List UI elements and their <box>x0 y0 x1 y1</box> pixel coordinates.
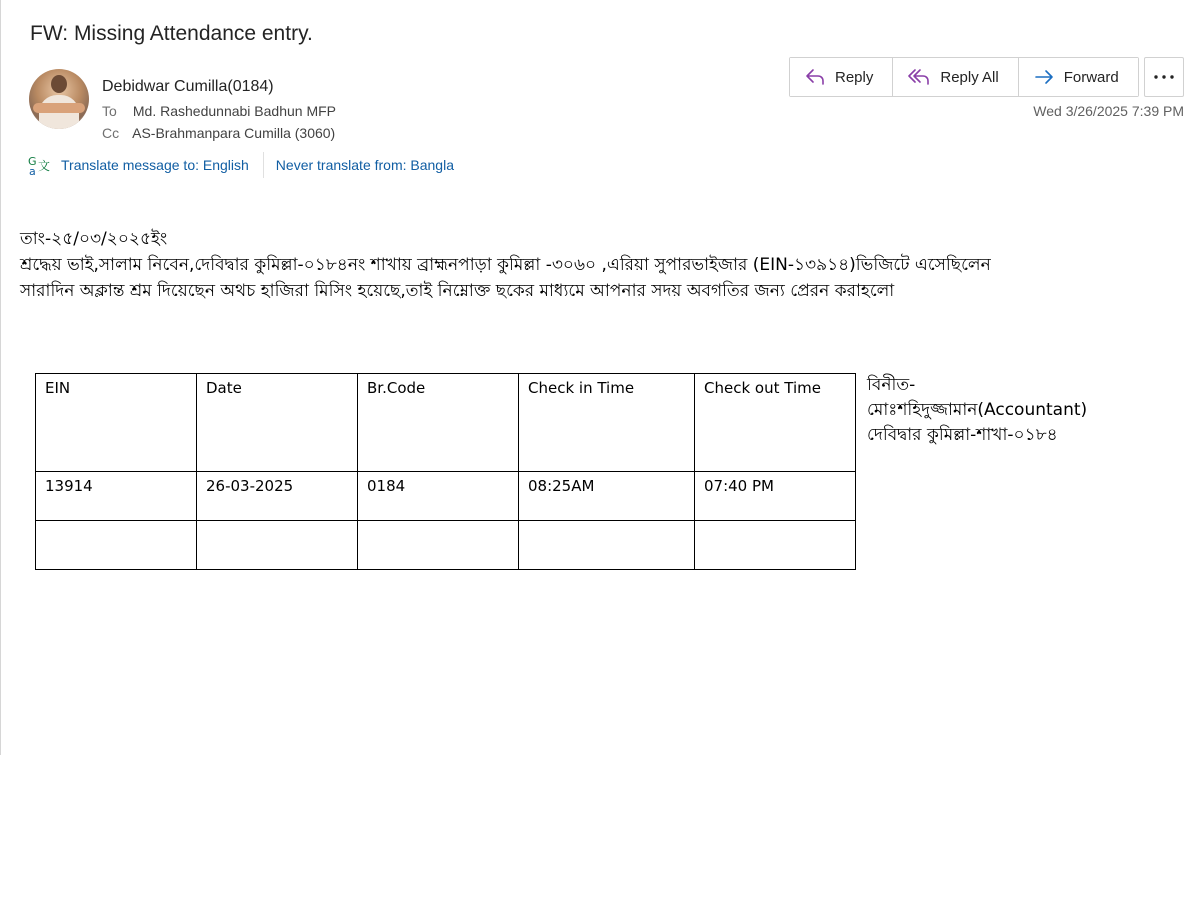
reply-all-label: Reply All <box>940 68 999 86</box>
translate-bar <box>28 152 454 178</box>
to-label: To <box>102 103 117 119</box>
reply-button[interactable] <box>790 58 892 96</box>
svg-text:G: G <box>28 155 37 168</box>
sent-date: Wed 3/26/2025 7:39 PM <box>1033 103 1184 119</box>
table-row <box>36 521 856 570</box>
never-translate-link[interactable]: Never translate from: Bangla <box>275 157 454 173</box>
translate-message-link[interactable]: Translate message to: English <box>61 157 249 173</box>
cell-ein: 13914 <box>36 472 197 521</box>
message-body <box>20 226 991 304</box>
header-check-in: Check in Time <box>519 374 695 472</box>
header-br-code: Br.Code <box>358 374 519 472</box>
body-paragraph-line-2: সারাদিন অক্লান্ত শ্রম দিয়েছেন অথচ হাজিরা মিসিং হয়েছে,তাই নিম্নোক্ত ছকের মাধ্যমে আপনার সদয় অবগতির জন্য প্রেরন করাহলো <box>20 281 895 301</box>
reading-pane-left-border <box>0 0 1 755</box>
header-ein: EIN <box>36 374 197 472</box>
cell-empty <box>519 521 695 570</box>
more-actions-button[interactable] <box>1144 57 1184 97</box>
signoff-branch: দেবিদ্বার কুমিল্লা-শাখা-০১৮৪ <box>867 425 1058 445</box>
translate-divider <box>263 152 264 178</box>
signature-block <box>867 373 1087 448</box>
sender-name[interactable]: Debidwar Cumilla(0184) <box>102 78 274 95</box>
to-recipient[interactable]: Md. Rashedunnabi Badhun MFP <box>132 103 337 119</box>
cell-empty <box>36 521 197 570</box>
cell-check-out: 07:40 PM <box>695 472 856 521</box>
reply-all-arrow-icon <box>908 68 930 86</box>
table-header-row <box>36 374 856 472</box>
reply-label: Reply <box>835 68 874 86</box>
cell-empty <box>358 521 519 570</box>
cell-empty <box>197 521 358 570</box>
header-date: Date <box>197 374 358 472</box>
message-actions-toolbar <box>789 57 1139 97</box>
header-check-out: Check out Time <box>695 374 856 472</box>
body-date-line: তাং-২৫/০৩/২০২৫ইং <box>20 229 168 249</box>
signoff-name: মোঃশহিদুজ্জামান(Accountant) <box>867 400 1088 420</box>
cc-recipient[interactable]: AS-Brahmanpara Cumilla (3060) <box>132 125 336 141</box>
forward-label: Forward <box>1063 68 1119 86</box>
cell-empty <box>695 521 856 570</box>
svg-text:文: 文 <box>38 159 50 173</box>
forward-button[interactable] <box>1018 58 1138 96</box>
sender-avatar[interactable] <box>29 69 89 129</box>
cc-recipient-row <box>102 125 335 141</box>
translate-icon <box>28 154 50 176</box>
to-recipient-row <box>102 103 336 119</box>
table-row <box>36 472 856 521</box>
signoff-line: বিনীত- <box>867 375 916 395</box>
cc-label: Cc <box>102 125 120 141</box>
forward-arrow-icon <box>1034 68 1054 86</box>
email-subject: FW: Missing Attendance entry. <box>30 22 313 45</box>
cell-check-in: 08:25AM <box>519 472 695 521</box>
svg-text:a: a <box>29 165 36 176</box>
reply-arrow-icon <box>805 68 825 86</box>
more-dots-icon <box>1154 75 1174 79</box>
cell-br-code: 0184 <box>358 472 519 521</box>
body-paragraph-line-1: শ্রদ্ধেয় ভাই,সালাম নিবেন,দেবিদ্বার কুমিল্লা-০১৮৪নং শাখায় ব্রাহ্মনপাড়া কুমিল্লা -৩০৬০ ,এরিয়া সুপারভাইজার (EIN-১৩৯১৪)ভিজিটে এসেছিলেন <box>20 255 991 275</box>
attendance-table <box>35 373 856 570</box>
reply-all-button[interactable] <box>892 58 1017 96</box>
cell-date: 26-03-2025 <box>197 472 358 521</box>
